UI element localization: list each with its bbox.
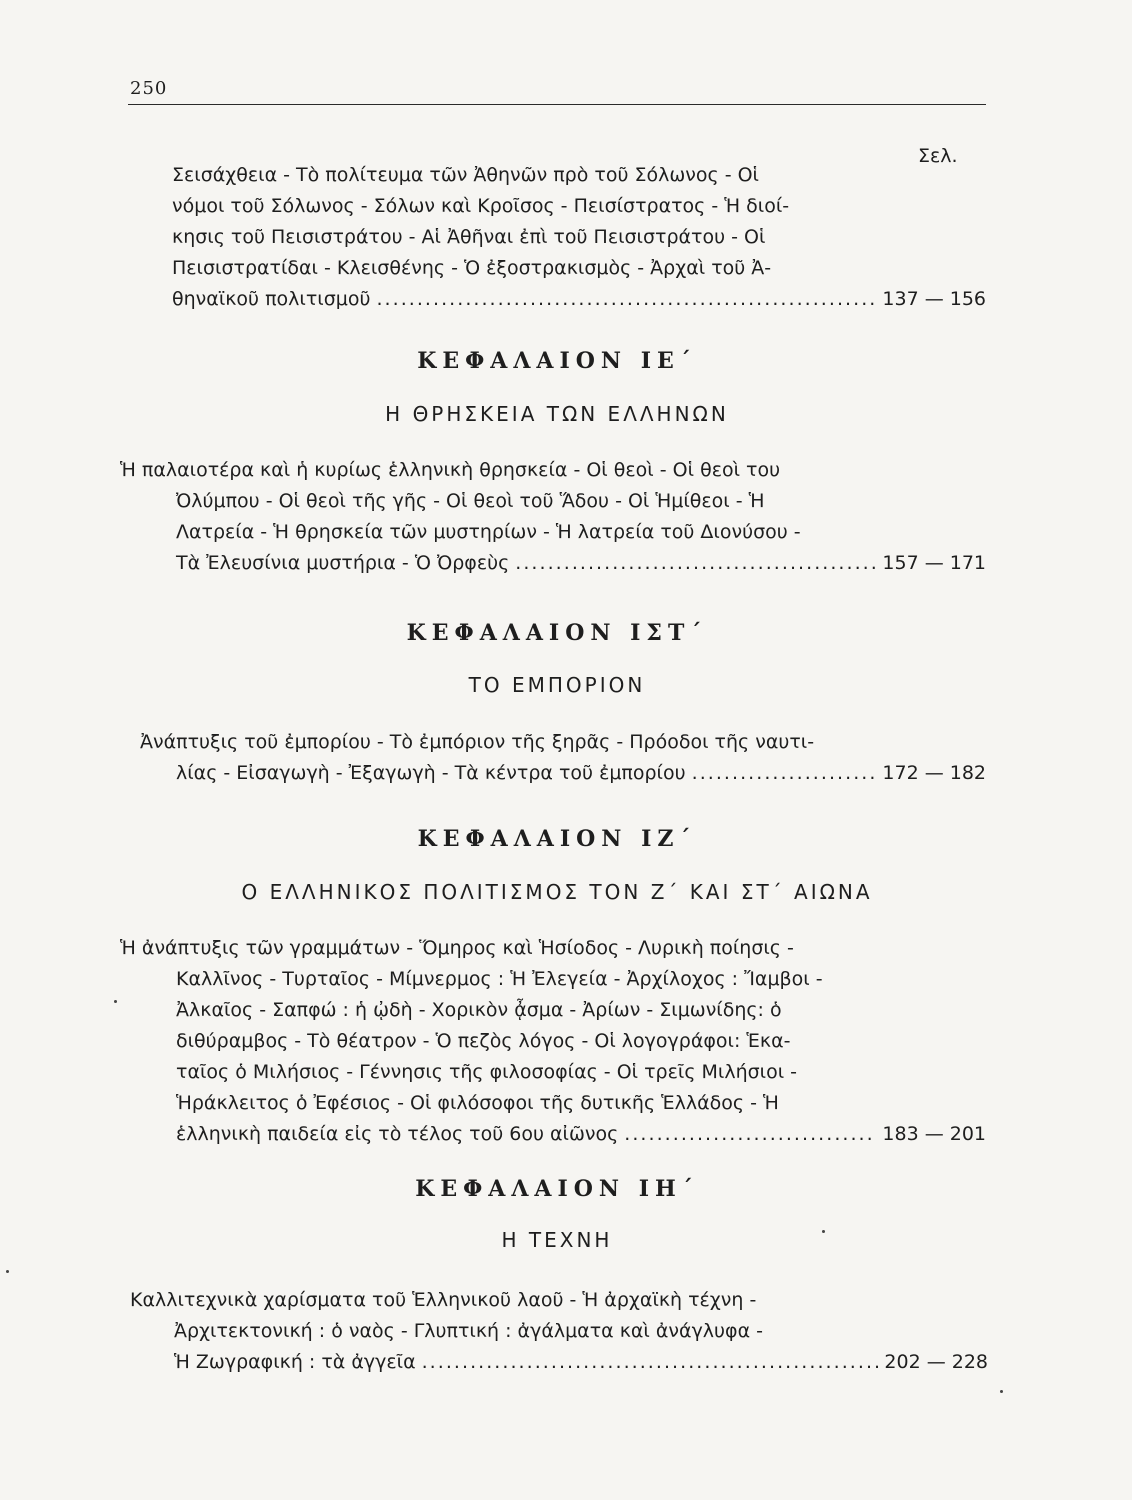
- entry-line: διθύραμβος - Τὸ θέατρον - Ὁ πεζὸς λόγος - Οἱ λογογράφοι: Ἑκα-: [176, 1030, 791, 1052]
- header-rule: [128, 104, 986, 105]
- entry-last-line: [140, 758, 986, 789]
- page-range: 157 — 171: [882, 552, 986, 574]
- toc-entry: [120, 455, 986, 579]
- chapter-heading: ΚΕΦΑΛΑΙΟΝ ΙΖ΄: [417, 826, 697, 852]
- scan-speck: [6, 1270, 9, 1273]
- dot-leader: [624, 1119, 876, 1150]
- entry-last-line: [172, 284, 986, 315]
- chapter-title: Ο ΕΛΛΗΝΙΚΟΣ ΠΟΛΙΤΙΣΜΟΣ ΤΟΝ Ζ΄ ΚΑΙ ΣΤ΄ ΑΙΩΝΑ: [241, 880, 873, 904]
- entry-line: νόμοι τοῦ Σόλωνος - Σόλων καὶ Κροῖσος - Πεισίστρατος - Ἡ διοί-: [172, 195, 790, 217]
- entry-last-line: [130, 1347, 988, 1378]
- dot-leader: [376, 284, 876, 315]
- chapter-heading: ΚΕΦΑΛΑΙΟΝ ΙΗ΄: [415, 1176, 699, 1202]
- entry-line: Ἡ ἀνάπτυξις τῶν γραμμάτων - Ὅμηρος καὶ Ἡσίοδος - Λυρικὴ ποίησις -: [120, 937, 794, 959]
- page-range: 172 — 182: [882, 762, 986, 784]
- scan-speck: [1000, 1390, 1003, 1393]
- entry-line: Τὰ Ἐλευσίνια μυστήρια - Ὁ Ὀρφεὺς: [176, 552, 510, 574]
- entry-last-line: [120, 1119, 986, 1150]
- toc-entry: [172, 160, 986, 315]
- entry-line: Καλλιτεχνικὰ χαρίσματα τοῦ Ἑλληνικοῦ λαοῦ - Ἡ ἀρχαϊκὴ τέχνη -: [130, 1289, 757, 1311]
- entry-line: λίας - Εἰσαγωγὴ - Ἐξαγωγὴ - Τὰ κέντρα τοῦ ἐμπορίου: [176, 762, 686, 784]
- page-range: 137 — 156: [882, 288, 986, 310]
- page-range: 183 — 201: [882, 1123, 986, 1145]
- dot-leader: [515, 548, 876, 579]
- entry-line: Ἀρχιτεκτονική : ὁ ναὸς - Γλυπτική : ἀγάλματα καὶ ἀνάγλυφα -: [174, 1320, 763, 1342]
- page-number: 250: [130, 78, 168, 99]
- entry-line: ταῖος ὁ Μιλήσιος - Γέννησις τῆς φιλοσοφίας - Οἱ τρεῖς Μιλήσιοι -: [176, 1061, 798, 1083]
- entry-line: Ὀλύμπου - Οἱ θεοὶ τῆς γῆς - Οἱ θεοὶ τοῦ Ἅδου - Οἱ Ἡμίθεοι - Ἡ: [176, 490, 765, 512]
- entry-line: Ἡ παλαιοτέρα καὶ ἡ κυρίως ἑλληνικὴ θρησκεία - Οἱ θεοὶ - Οἱ θεοὶ του: [120, 459, 781, 481]
- page-column-label: Σελ.: [918, 145, 958, 167]
- entry-line: Σεισάχθεια - Τὸ πολίτευμα τῶν Ἀθηνῶν πρὸ τοῦ Σόλωνος - Οἱ: [172, 164, 759, 186]
- page-range: 202 — 228: [884, 1351, 988, 1373]
- entry-line: Καλλῖνος - Τυρταῖος - Μίμνερμος : Ἡ Ἐλεγεία - Ἀρχίλοχος : Ἴαμβοι -: [176, 968, 823, 990]
- chapter-heading: ΚΕΦΑΛΑΙΟΝ ΙΣΤ΄: [406, 620, 708, 646]
- entry-line: Ἀνάπτυξις τοῦ ἐμπορίου - Τὸ ἐμπόριον τῆς ξηρᾶς - Πρόοδοι τῆς ναυτι-: [140, 731, 815, 753]
- entry-line: ἑλληνικὴ παιδεία εἰς τὸ τέλος τοῦ 6ου αἰῶνος: [176, 1123, 619, 1145]
- chapter-title: Η ΤΕΧΝΗ: [501, 1228, 613, 1252]
- entry-line: Λατρεία - Ἡ θρησκεία τῶν μυστηρίων - Ἡ λατρεία τοῦ Διονύσου -: [176, 521, 801, 543]
- entry-line: θηναϊκοῦ πολιτισμοῦ: [172, 288, 371, 310]
- chapter-heading: ΚΕΦΑΛΑΙΟΝ ΙΕ΄: [417, 348, 697, 374]
- toc-entry: [120, 933, 986, 1150]
- entry-last-line: [120, 548, 986, 579]
- entry-line: Ἀλκαῖος - Σαπφώ : ἡ ᾠδὴ - Χορικὸν ᾆσμα - Ἀρίων - Σιμωνίδης: ὁ: [176, 999, 782, 1021]
- toc-entry: [140, 727, 986, 789]
- dot-leader: [422, 1347, 879, 1378]
- dot-leader: [692, 758, 877, 789]
- chapter-title: Η ΘΡΗΣΚΕΙΑ ΤΩΝ ΕΛΛΗΝΩΝ: [385, 402, 729, 426]
- entry-line: Ἡ Ζωγραφική : τὰ ἀγγεῖα: [174, 1351, 416, 1373]
- toc-entry: [130, 1285, 988, 1378]
- entry-line: Πεισιστρατίδαι - Κλεισθένης - Ὁ ἐξοστρακισμὸς - Ἀρχαὶ τοῦ Ἀ-: [172, 257, 772, 279]
- scan-speck: [114, 1000, 117, 1003]
- scan-speck: [822, 1230, 825, 1233]
- entry-line: κησις τοῦ Πεισιστράτου - Αἱ Ἀθῆναι ἐπὶ τοῦ Πεισιστράτου - Οἱ: [172, 226, 766, 248]
- chapter-title: ΤΟ ΕΜΠΟΡΙΟΝ: [468, 673, 646, 697]
- entry-line: Ἡράκλειτος ὁ Ἐφέσιος - Οἱ φιλόσοφοι τῆς δυτικῆς Ἑλλάδος - Ἡ: [176, 1092, 779, 1114]
